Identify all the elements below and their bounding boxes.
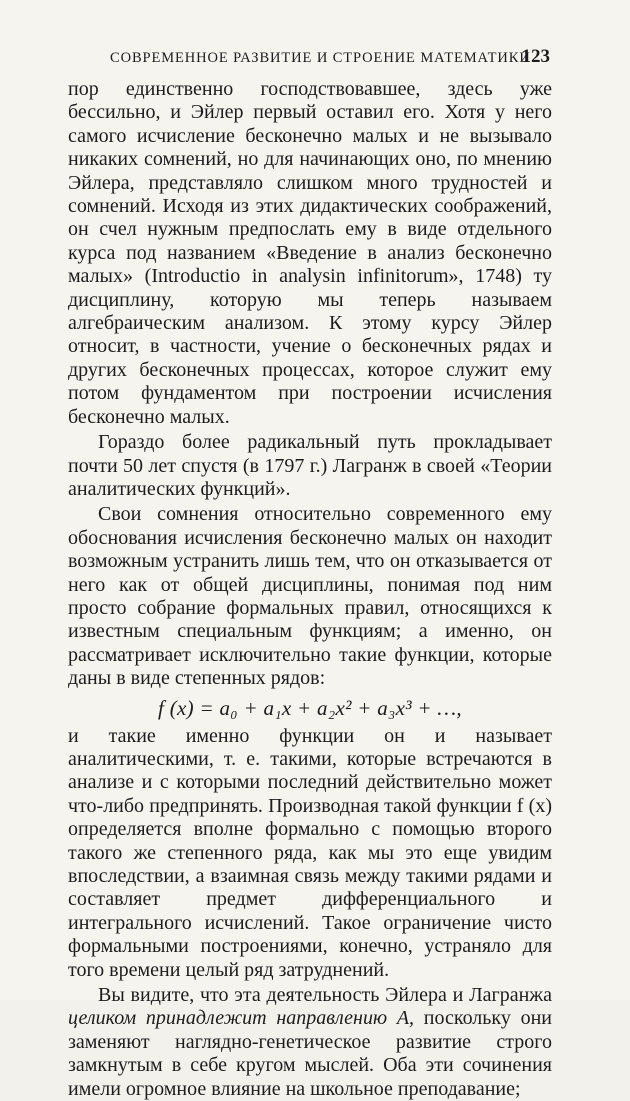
power-series-formula: f (x) = a₀ + a₁x + a₂x² + a₃x³ + …,: [158, 695, 462, 720]
paragraph-4: и такие именно функции он и называет аналитическими, т. е. такими, которые встречаются в анализе и с которыми последний действительно может что-либо предпринять. Производная такой функции f (x) определяется вполне формально с помощью второго такого же степенного ряда, как мы это еще увидим впоследствии, а взаимная связь между такими рядами и составляет предмет дифференциального и интегрального исчислений. Такое ограничение чисто формальными построениями, конечно, устраняло для того времени целый ряд затруднений.: [68, 724, 552, 981]
paragraph-3: Свои сомнения относительно современного ему обоснования исчисления бесконечно малых он находит возможным устранить лишь тем, что он отказывается от него как от общей дисциплины, понимая под ним просто собрание формальных правил, относящихся к известным специальным функциям; а именно, он рассматривает исключительно такие функции, которые даны в виде степенных рядов:: [68, 503, 552, 690]
paragraph-2: Гораздо более радикальный путь прокладывает почти 50 лет спустя (в 1797 г.) Лагранж в своей «Теории аналитических функций».: [68, 431, 552, 500]
paragraph-5-end: поскольку они заменяют наглядно-генетическое развитие строго замкнутым в себе кругом мыслей. Оба эти сочинения имели огромное влияние на школьное преподавание;: [68, 1007, 552, 1100]
paragraph-5: [68, 984, 552, 1101]
paragraph-5-emphasis: целиком принадлежит направлению А,: [68, 1007, 415, 1030]
running-header: [110, 46, 550, 70]
page-number: 123: [521, 46, 550, 67]
page-body: [68, 78, 552, 1101]
paragraph-5-start: Вы видите, что эта деятельность Эйлера и Лагранжа: [98, 984, 552, 1007]
paragraph-1: пор единственно господствовавшее, здесь уже бессильно, и Эйлер первый оставил его. Хотя у него самого исчисление бесконечно малых и не вызывало никаких сомнений, но для начинающих оно, по мнению Эйлера, представляло слишком много трудностей и сомнений. Исходя из этих дидактических соображений, он счел нужным предпослать ему в виде отдельного курса под названием «Введение в анализ бесконечно малых» (Introductio in analysin infinitorum», 1748) ту дисциплину, которую мы теперь называем алгебраическим анализом. К этому курсу Эйлер относит, в частности, учение о бесконечных рядах и других бесконечных процессах, которое служит ему потом фундаментом при построении исчисления бесконечно малых.: [68, 78, 552, 428]
running-title: СОВРЕМЕННОЕ РАЗВИТИЕ И СТРОЕНИЕ МАТЕМАТИКИ: [110, 50, 531, 66]
